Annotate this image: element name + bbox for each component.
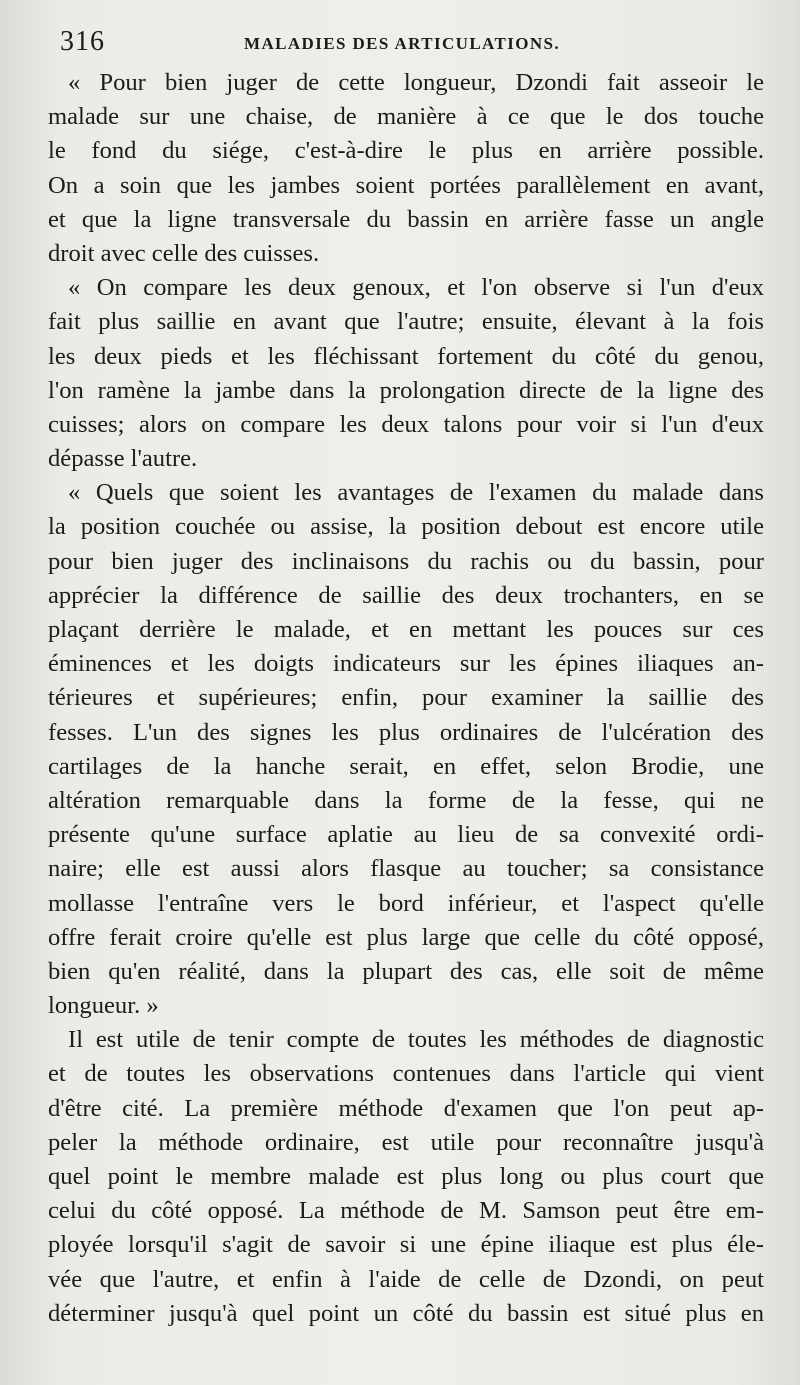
text-line: les deux pieds et les fléchissant fortement du côté du genou, [48,342,764,370]
text-line: Il est utile de tenir compte de toutes les méthodes de diagnostic [68,1026,764,1054]
body-text [48,66,764,1331]
text-line: dépasse l'autre. [48,445,198,473]
text-line: le fond du siége, c'est-à-dire le plus en arrière possible. [48,137,764,165]
text-line: cuisses; alors on compare les deux talons pour voir si l'un d'eux [48,410,764,438]
text-line: droit avec celle des cuisses. [48,239,320,267]
page-number: 316 [60,26,105,57]
text-line: naire; elle est aussi alors flasque au toucher; sa consistance [48,855,764,883]
text-line: longueur. » [48,992,159,1020]
text-line: l'on ramène la jambe dans la prolongation directe de la ligne des [48,376,764,404]
text-line: présente qu'une surface aplatie au lieu de sa convexité ordi- [48,821,764,849]
text-line: « Pour bien juger de cette longueur, Dzondi fait asseoir le [68,69,764,96]
text-line: et de toutes les observations contenues dans l'article qui vient [48,1060,764,1088]
text-line: offre ferait croire qu'elle est plus large que celle du côté opposé, [48,923,764,951]
text-line: d'être cité. La première méthode d'examen que l'on peut ap- [48,1094,764,1122]
text-line: cartilages de la hanche serait, en effet, selon Brodie, une [48,752,764,780]
text-line: mollasse l'entraîne vers le bord inférieur, et l'aspect qu'elle [48,889,764,917]
text-line: pour bien juger des inclinaisons du rachis ou du bassin, pour [48,547,764,575]
text-line: la position couchée ou assise, la position debout est encore utile [48,513,764,541]
text-line: bien qu'en réalité, dans la plupart des cas, elle soit de même [48,957,764,985]
text-line: celui du côté opposé. La méthode de M. Samson peut être em- [48,1197,764,1225]
text-line: « On compare les deux genoux, et l'on observe si l'un d'eux [68,274,764,302]
page-header [60,26,760,62]
text-line: fesses. L'un des signes les plus ordinaires de l'ulcération des [48,718,764,746]
text-line: quel point le membre malade est plus long ou plus court que [48,1163,764,1190]
running-title: MALADIES DES ARTICULATIONS. [244,34,561,53]
text-line: apprécier la différence de saillie des deux trochanters, en se [48,581,764,609]
text-line: peler la méthode ordinaire, est utile pour reconnaître jusqu'à [48,1128,764,1156]
text-line: On a soin que les jambes soient portées parallèlement en avant, [48,171,764,199]
text-line: et que la ligne transversale du bassin en arrière fasse un angle [48,205,764,233]
text-line: déterminer jusqu'à quel point un côté du bassin est situé plus en [48,1299,764,1327]
text-line: térieures et supérieures; enfin, pour examiner la saillie des [48,684,764,712]
text-line: vée que l'autre, et enfin à l'aide de celle de Dzondi, on peut [48,1265,764,1293]
text-line: « Quels que soient les avantages de l'examen du malade dans [68,479,764,507]
text-line: plaçant derrière le malade, et en mettant les pouces sur ces [48,616,764,643]
text-line: altération remarquable dans la forme de la fesse, qui ne [48,786,764,814]
text-line: ployée lorsqu'il s'agit de savoir si une épine iliaque est plus éle- [48,1231,764,1259]
text-line: éminences et les doigts indicateurs sur les épines iliaques an- [48,650,764,678]
text-line: fait plus saillie en avant que l'autre; ensuite, élevant à la fois [48,308,764,336]
text-line: malade sur une chaise, de manière à ce que le dos touche [48,103,764,131]
